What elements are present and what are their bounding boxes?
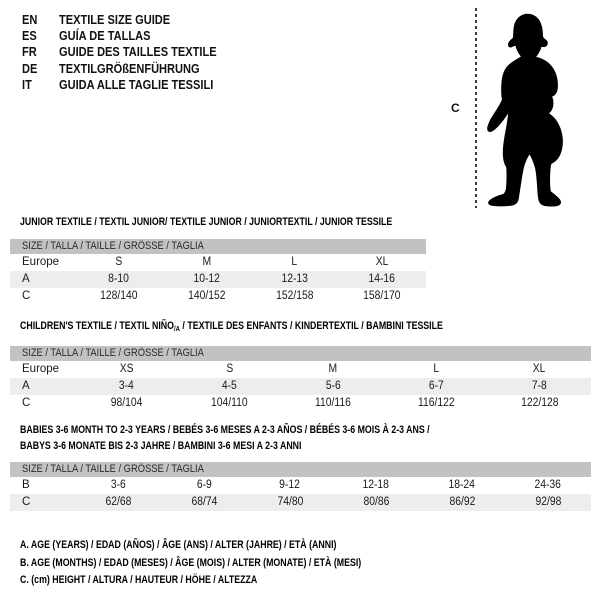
table-cell [338,271,426,288]
table-cell [75,477,161,494]
row-label: C [22,290,31,302]
cell-value: 98/104 [110,397,143,409]
cell-value: 18-24 [448,479,476,491]
cell-value: M [202,256,211,268]
table-cell [419,477,505,494]
cell-value: 140/152 [187,290,226,302]
cell-value: 116/122 [417,397,455,409]
language-title: GUÍA DE TALLAS [59,28,151,44]
cell-value: 6-7 [428,380,444,392]
language-code: IT [22,77,32,93]
table-cell [338,288,426,305]
table-cell [251,271,339,288]
title-subscript: /A [173,324,180,333]
table-cell [333,477,419,494]
language-row [22,60,244,76]
footnote-text: C. (cm) HEIGHT / ALTURA / HAUTEUR / HÖHE / ALTEZZA [20,574,258,586]
table-row [10,254,426,271]
table-cell [488,378,591,395]
table-cell [161,477,247,494]
table-cell [505,494,591,511]
cell-value: 24-36 [534,479,562,491]
language-row [22,77,244,93]
table-cell [75,494,161,511]
table-cell [163,254,251,271]
cell-value: 4-5 [222,380,238,392]
cell-value: 5-6 [325,380,341,392]
row-label: Europe [22,363,60,375]
footnote-text: B. AGE (MONTHS) / EDAD (MESES) / ÂGE (MOIS) / ALTER (MONATE) / ETÀ (MESI) [20,556,362,569]
height-measure-label: C [451,101,460,115]
table-title-line [20,318,591,334]
language-title: TEXTILE SIZE GUIDE [59,11,171,27]
row-label: Europe [22,256,60,268]
cell-value: S [226,363,234,375]
title-text-after: / TEXTILE DES ENFANTS / KINDERTEXTIL / BAMBINI TESSILE [179,320,443,332]
language-row [22,11,244,27]
row-label: A [22,273,30,285]
cell-value: 122/128 [520,397,559,409]
table-cell [163,271,251,288]
table-title-text: BABYS 3-6 MONATE BIS 2-3 JAHRE / BAMBINI 3-6 MESI A 2-3 ANNI [20,440,302,452]
cell-value: 14-16 [368,273,396,285]
cell-value: 128/140 [100,290,138,302]
footnote-line [20,572,447,590]
footnotes [20,537,447,590]
table-cell [75,378,178,395]
table-title [10,214,426,230]
table-cell [505,477,591,494]
cell-value: S [115,256,123,268]
cell-value: 92/98 [535,496,561,508]
table-row [10,288,426,305]
table-cell [281,395,384,412]
footnote-text: A. AGE (YEARS) / EDAD (AÑOS) / ÂGE (ANS) / ALTER (JAHRE) / ETÀ (ANNI) [20,539,337,551]
table-cell [385,395,488,412]
language-title: GUIDE DES TAILLES TEXTILE [59,44,217,60]
table-cell [333,494,419,511]
cell-value: 104/110 [211,397,249,409]
size-bar-label: SIZE / TALLA / TAILLE / GRÖSSE / TAGLIA [22,240,204,252]
size-bar-label: SIZE / TALLA / TAILLE / GRÖSSE / TAGLIA [22,347,204,359]
table-row [10,361,591,378]
cell-value: 80/86 [363,496,389,508]
table-title-line [20,438,591,454]
table-cell [385,378,488,395]
table-title [10,318,591,334]
table-cell [161,494,247,511]
cell-value: L [433,363,440,375]
language-row [22,44,244,60]
table-title-text: BABIES 3-6 MONTH TO 2-3 YEARS / BEBÉS 3-6 MESES A 2-3 AÑOS / BÉBÉS 3-6 MOIS À 2-3 ANS / [20,424,430,436]
table-title-text: JUNIOR TEXTILE / TEXTIL JUNIOR/ TEXTILE JUNIOR / JUNIORTEXTIL / JUNIOR TESSILE [20,216,393,228]
cell-value: 3-6 [110,479,126,491]
cell-value: 10-12 [193,273,220,285]
cell-value: XL [375,256,389,268]
table-cell [419,494,505,511]
row-label: B [22,479,30,491]
size-header-bar [10,239,426,254]
table-cell [385,361,488,378]
cell-value: 68/74 [191,496,217,508]
size-header-bar [10,346,591,361]
cell-value: XS [119,363,134,375]
table-row [10,271,426,288]
cell-value: 3-4 [119,380,135,392]
row-label: A [22,380,30,392]
title-text-before: CHILDREN'S TEXTILE / TEXTIL NIÑO [20,320,174,332]
table-rows [10,477,591,511]
table-row [10,477,591,494]
language-code: FR [22,44,37,60]
cell-value: 9-12 [279,479,301,491]
table-title-text [20,318,443,337]
table-title [10,422,591,454]
footnote-line [20,537,447,555]
junior-textile-table [10,214,426,305]
cell-value: 62/68 [105,496,131,508]
baby-silhouette-icon [482,4,596,210]
cell-value: XL [533,363,546,375]
size-header-bar [10,462,591,477]
language-title: TEXTILGRÖßENFÜHRUNG [59,60,200,76]
table-rows [10,361,591,412]
table-title-line [20,422,591,438]
table-cell [75,254,163,271]
cell-value: 86/92 [449,496,475,508]
table-cell [251,254,339,271]
cell-value: 158/170 [363,290,401,302]
table-cell [247,494,333,511]
table-row [10,395,591,412]
cell-value: 7-8 [531,380,547,392]
cell-value: 8-10 [108,273,130,285]
table-cell [75,271,163,288]
table-cell [178,395,281,412]
childrens-textile-table [10,318,591,412]
language-title: GUIDA ALLE TAGLIE TESSILI [59,77,214,93]
table-cell [178,378,281,395]
table-cell [281,361,384,378]
row-label: C [22,496,31,508]
language-code: EN [22,11,38,27]
language-code: ES [22,28,37,44]
language-title-list [22,11,244,93]
cell-value: 152/158 [275,290,314,302]
table-cell [338,254,426,271]
table-row [10,494,591,511]
cell-value: L [291,256,298,268]
table-cell [488,395,591,412]
table-row [10,378,591,395]
table-cell [247,477,333,494]
table-cell [488,361,591,378]
table-cell [75,288,163,305]
cell-value: 110/116 [315,397,351,409]
table-cell [75,361,178,378]
language-code: DE [22,60,38,76]
table-title-line [20,214,426,230]
table-cell [178,361,281,378]
size-bar-label: SIZE / TALLA / TAILLE / GRÖSSE / TAGLIA [22,463,204,475]
language-row [22,27,244,43]
table-cell [251,288,339,305]
cell-value: 6-9 [196,479,212,491]
cell-value: 12-13 [281,273,308,285]
table-cell [281,378,384,395]
table-cell [163,288,251,305]
cell-value: 74/80 [277,496,303,508]
cell-value: M [328,363,338,375]
row-label: C [22,397,31,409]
table-rows [10,254,426,305]
babies-textile-table [10,422,591,511]
table-cell [75,395,178,412]
height-measure-dashed-line [475,8,477,208]
footnote-line [20,555,447,573]
cell-value: 12-18 [362,479,390,491]
